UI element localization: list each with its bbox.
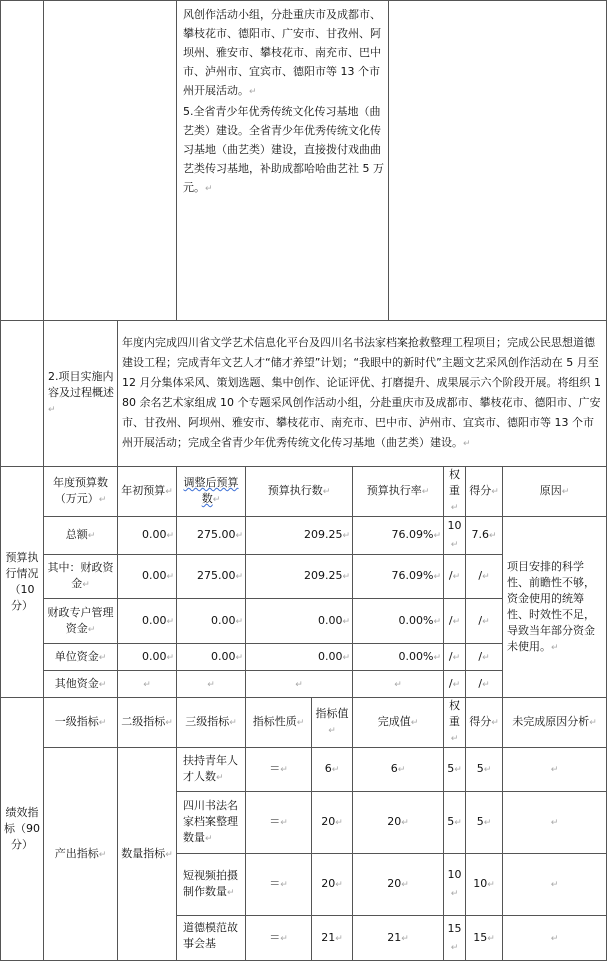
perf-score: 10: [473, 877, 488, 890]
budget-row-executed: 209.25: [303, 569, 343, 582]
budget-row-unit: 单位资金↵ 0.00↵ 0.00↵ 0.00↵ 0.00%↵ /↵ /↵: [1, 644, 607, 671]
budget-header-row: 预算执行情况（10分） 年度预算数（万元）↵ 年初预算↵ 调整后预算数↵ 预算执行数↵ 预算执行率↵ 权重↵ 得分↵ 原因↵: [1, 467, 607, 517]
perf-nature: ＝: [269, 877, 281, 890]
perf-score: 15: [473, 930, 488, 944]
perf-level3: 四川书法名家档案整理数量: [183, 799, 238, 844]
budget-row-rate: 0.00%: [398, 649, 434, 663]
perf-weight: 15: [447, 921, 462, 935]
perf-level3: 道德模范故事会基: [183, 921, 238, 950]
budget-header-adjusted: 调整后预算数: [183, 476, 239, 505]
perf-level3: 短视频拍摄制作数量: [183, 869, 238, 898]
performance-header-row: 绩效指标（90分） 一级指标↵ 二级指标↵ 三级指标↵ 指标性质↵ 指标值↵ 完成值↵ 权重↵ 得分↵ 未完成原因分析↵: [1, 698, 607, 748]
perf-level3: 扶持青年人才人数: [183, 754, 238, 783]
budget-row-rate: 0.00%: [398, 613, 434, 627]
performance-row: 产出指标↵ 数量指标↵ 扶持青年人才人数↵ ＝↵ 6↵ 6↵ 5↵ 5↵ ↵: [1, 748, 607, 792]
budget-row-name: 总额: [65, 528, 88, 541]
perf-header-score: 得分: [469, 715, 492, 728]
performance-section-label: 绩效指标（90分）: [1, 698, 44, 961]
budget-reason-cell: 项目安排的科学性、前瞻性不够，资金使用的统筹性、时效性不足，导致当年部分资金未使用。↵: [503, 517, 607, 698]
budget-row-score: /: [478, 613, 483, 627]
budget-row-score: 7.6: [471, 528, 490, 541]
budget-row-adjusted: 275.00: [196, 569, 236, 582]
budget-row-name: 财政专户管理资金: [47, 605, 114, 635]
budget-row-fiscal: 其中：财政资金↵ 0.00↵ 275.00↵ 209.25↵ 76.09%↵ /↵ /↵: [1, 555, 607, 599]
continuation-row: [1, 1, 607, 321]
perf-header-analysis: 未完成原因分析: [512, 715, 590, 728]
budget-row-score: /: [478, 649, 483, 663]
perf-weight: 5: [447, 762, 455, 775]
budget-row-executed: 0.00: [317, 649, 343, 663]
perf-score: 5: [476, 815, 484, 828]
perf-header-level3: 三级指标: [185, 715, 230, 728]
budget-row-adjusted: 0.00: [210, 649, 236, 663]
budget-header-executed: 预算执行数: [267, 484, 323, 497]
continued-paragraph-2: 5.全省青少年优秀传统文化传习基地（曲艺类）建设。全省青少年优秀传统文化传习基地（曲艺类）建设，直接拨付戏曲曲艺类传习基地，补助成都哈哈曲艺社 5 万元。: [183, 105, 384, 194]
budget-row-initial: 0.00: [141, 613, 167, 627]
perf-level1-cell: 产出指标↵: [44, 748, 118, 961]
budget-row-score: /: [478, 676, 483, 690]
performance-row: 短视频拍摄制作数量↵ ＝↵ 20↵ 20↵ 10↵ 10↵ ↵: [1, 854, 607, 916]
perf-header-level1: 一级指标: [54, 715, 99, 728]
budget-header-score: 得分: [469, 484, 492, 497]
budget-row-adjusted: 275.00: [196, 528, 236, 541]
budget-row-rate: 76.09%: [391, 528, 434, 541]
budget-row-rate: 76.09%: [391, 569, 434, 582]
perf-value: 20: [321, 877, 336, 890]
budget-header-category: 年度预算数（万元）: [53, 476, 108, 505]
budget-row-adjusted: 0.00: [210, 613, 236, 627]
budget-row-initial: 0.00: [141, 569, 167, 582]
project-item-content: 年度内完成四川省文学艺术信息化平台及四川名书法家档案抢救整理工程项目；完成公民思想道德建设工程；完成青年文艺人才“储才养望”计划；“我眼中的新时代”主题文艺采风创作活动在 5 月至 12 月分集体采风、策划选题、集中创作、论证评优、打磨提升、成果展示六个阶段开展。将组织 180 余名艺术家组成 10 个专题采风创作活动小组，分赴重庆市及成都市、攀枝花市、德阳市、广安市、甘孜州、阿坝州、雅安市、攀枝花市、南充市、巴中市、泸州市、宜宾市、德阳市等 13 个市州开展活动；完成全省青少年优秀传统文化传习基地（曲艺类）建设。: [122, 336, 601, 449]
budget-row-weight: /: [448, 569, 453, 582]
perf-completed: 6: [390, 762, 398, 775]
budget-header-weight: 权重: [449, 468, 461, 497]
perf-nature: ＝: [269, 815, 281, 828]
budget-row-executed: 0.00: [317, 613, 343, 627]
budget-row-weight: /: [448, 676, 453, 690]
budget-row-name: 单位资金: [54, 649, 99, 663]
continued-paragraph-1: 风创作活动小组，分赴重庆市及成都市、攀枝花市、德阳市、广安市、甘孜州、阿坝州、雅安市、攀枝花市、南充市、巴中市、泸州市、宜宾市、德阳市等 13 个市州开展活动。: [183, 8, 381, 97]
perf-header-weight: 权重: [449, 699, 461, 728]
budget-row-executed: 209.25: [303, 528, 343, 541]
perf-value: 6: [324, 762, 332, 775]
project-item-label: 2.项目实施内容及过程概述: [48, 370, 114, 399]
continued-content-cell: 风创作活动小组，分赴重庆市及成都市、攀枝花市、德阳市、广安市、甘孜州、阿坝州、雅安市、攀枝花市、南充市、巴中市、泸州市、宜宾市、德阳市等 13 个市州开展活动。↵ 5.全省青少年优秀传统文化传习基地（曲艺类）建设。全省青少年优秀传统文化传习基地（曲艺类）建设，直接拨付戏曲曲艺类传习基地，补助成都哈哈曲艺社 5 万元。↵: [177, 1, 389, 321]
performance-row: 道德模范故事会基 ＝↵ 21↵ 21↵ 15↵ 15↵ ↵: [1, 916, 607, 961]
budget-section-label: 预算执行情况（10分）: [1, 467, 44, 698]
budget-row-initial: 0.00: [141, 528, 167, 541]
perf-value: 21: [321, 930, 336, 944]
budget-header-reason: 原因: [539, 484, 562, 497]
perf-weight: 5: [447, 815, 455, 828]
perf-nature: ＝: [269, 930, 281, 944]
budget-row-total: 总额↵ 0.00↵ 275.00↵ 209.25↵ 76.09%↵ 10↵ 7.6↵ 项目安排的科学性、前瞻性不够，资金使用的统筹性、时效性不足，导致当年部分资金未使用。↵: [1, 517, 607, 555]
perf-value: 20: [321, 815, 336, 828]
perf-score: 5: [476, 762, 484, 775]
perf-completed: 20: [387, 815, 402, 828]
project-description-row: 2.项目实施内容及过程概述↵ 年度内完成四川省文学艺术信息化平台及四川名书法家档案抢救整理工程项目；完成公民思想道德建设工程；完成青年文艺人才“储才养望”计划；“我眼中的新时代”主题文艺采风创作活动在 5 月至 12 月分集体采风、策划选题、集中创作、论证评优、打磨提升、成果展示六个阶段开展。将组织 180 余名艺术家组成 10 个专题采风创作活动小组，分赴重庆市及成都市、攀枝花市、德阳市、广安市、甘孜州、阿坝州、雅安市、攀枝花市、南充市、巴中市、泸州市、宜宾市、德阳市等 13 个市州开展活动；完成全省青少年优秀传统文化传习基地（曲艺类）建设。↵: [1, 321, 607, 467]
perf-weight: 10: [447, 868, 462, 881]
budget-row-weight: /: [448, 649, 453, 663]
budget-row-score: /: [478, 569, 483, 582]
budget-header-rate: 预算执行率: [366, 484, 422, 497]
perf-header-nature: 指标性质: [252, 715, 297, 728]
budget-row-special-account: 财政专户管理资金↵ 0.00↵ 0.00↵ 0.00↵ 0.00%↵ /↵ /↵: [1, 599, 607, 644]
perf-header-value: 指标值: [315, 707, 349, 720]
budget-row-weight: 10: [447, 519, 462, 532]
perf-completed: 21: [387, 930, 402, 944]
budget-row-initial: 0.00: [141, 649, 167, 663]
budget-row-name: 其中：财政资金: [47, 561, 114, 590]
perf-level2-cell: 数量指标↵: [118, 748, 177, 961]
perf-completed: 20: [387, 877, 402, 890]
perf-header-completed: 完成值: [377, 715, 411, 728]
perf-header-level2: 二级指标: [121, 715, 166, 728]
perf-nature: ＝: [269, 762, 281, 775]
budget-row-weight: /: [448, 613, 453, 627]
budget-row-other: 其他资金↵ ↵ ↵ ↵ ↵ /↵ /↵: [1, 671, 607, 698]
performance-row: 四川书法名家档案整理数量↵ ＝↵ 20↵ 20↵ 5↵ 5↵ ↵: [1, 792, 607, 854]
budget-row-name: 其他资金: [54, 676, 99, 690]
budget-header-initial: 年初预算: [121, 484, 166, 497]
